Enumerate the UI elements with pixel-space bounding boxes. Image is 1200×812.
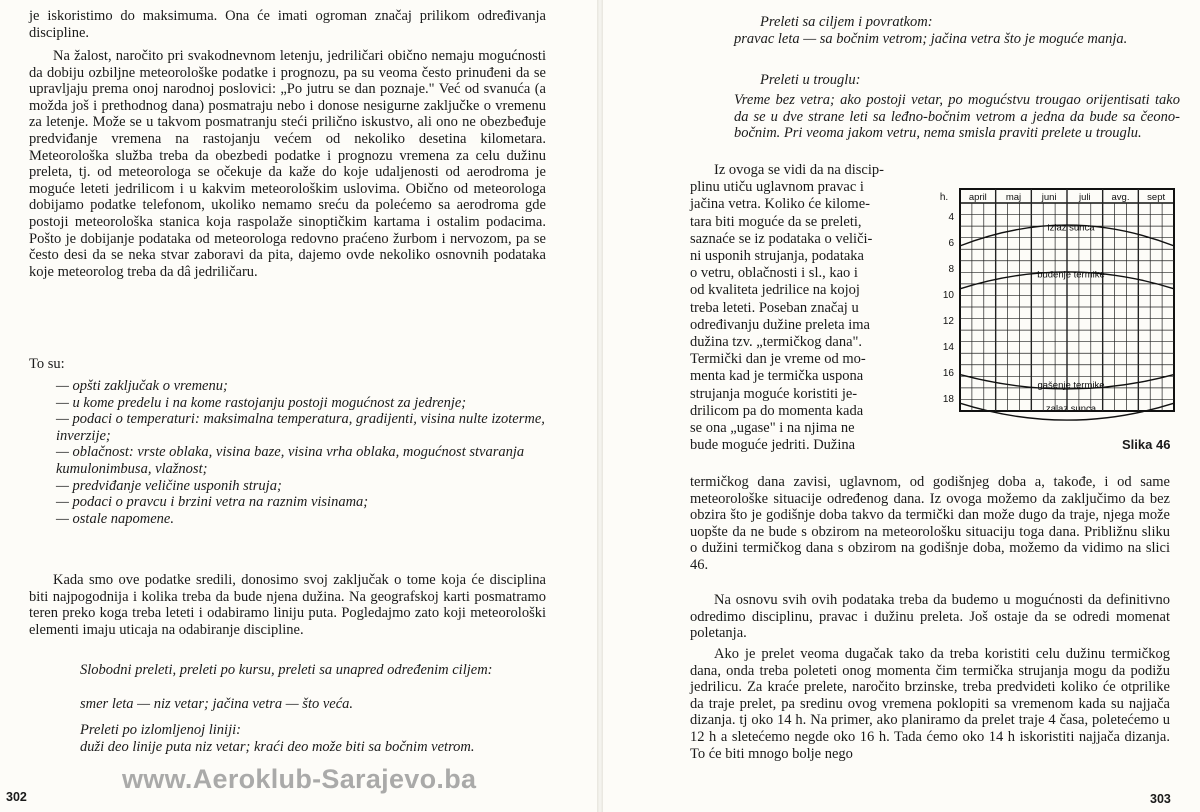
figure-caption: Slika 46 xyxy=(1122,437,1171,452)
left-paragraph-2: Na žalost, naročito pri svakodnevnom letenju, jedriličari obično nemaju mogućnosti da dobiju ozbiljne meteorološke podatke i prognozu, pa su veoma često prinuđeni da se upravljaju prema onoj narodnoj poslovici: „Po jutru se dan poznaje." Već od svanuća (a možda još i prethodnog dana) posmatraju nebo i donose nesigurne zaključke o vremenu za letenje. Može se u takvom posmatranju steći prilično iskustvo, ali ono ne obezbeđuje predviđanje vremena na rastojanju većem od nekoliko desetina kilometara. Meteorološka služba treba da obezbedi podatke i prognozu vremena za celu dužinu preleta, tj. od meteorologa se očekuje da kaže do koje udaljenosti od aerodroma je moguće leteti jedrilicom i u kakvim meteorološkim uslovima. Obično od meteorologa dobijamo podatke telefonom, ukoliko nemamo sreću da polećemo sa aerodroma gde postoji meteorološka stanica koja raspolaže sinoptičkim kartama i ostalim podacima. Pošto je dobijanje podataka od meteorologa redovno praćeno žurbom i nervozom, pa se često desi da se neka stvar zaboravi da pita, dajemo ovde nekoliko osnovnih podataka koje meteorolog treba da dâ jedriličaru. xyxy=(29,48,546,280)
list-item: — podaci o pravcu i brzini vetra na raznim visinama; xyxy=(56,494,369,511)
wrap-line: ni usponih strujanja, podataka xyxy=(690,248,864,265)
hour-label: 6 xyxy=(948,238,954,249)
month-label: avg. xyxy=(1111,192,1130,203)
discipline-return-heading: Preleti sa ciljem i povratkom: xyxy=(760,14,933,30)
discipline-return-rule: pravac leta — sa bočnim vetrom; jačina vetra što je moguće manja. xyxy=(734,31,1128,47)
wrap-line: treba leteti. Poseban značaj u xyxy=(690,299,859,316)
discipline-triangle-rule: Vreme bez vetra; ako postoji vetar, po mogućstvu trougao orijentisati tako da se u dve strane leti sa leđno-bočnim vetrom a jedna da bude sa čeono-bočnim. Pri veoma jakom vetru, nema smisla praviti prelete u trouglu. xyxy=(734,92,1180,142)
wrap-line: strujanja moguće koristiti je- xyxy=(690,385,858,402)
discipline-broken-line-rule: duži deo linije puta niz vetar; kraći deo može biti sa bočnim vetrom. xyxy=(80,739,475,755)
month-label: maj xyxy=(1005,192,1022,203)
wrap-line: Iz ovoga se vidi da na discip- xyxy=(714,162,884,178)
list-item: — oblačnost: vrste oblaka, visina baze, visina vrha oblaka, mogućnost stvaranja kumulonimbusa, vlažnost; xyxy=(56,444,525,477)
wrap-line: Termički dan je vreme od mo- xyxy=(690,351,866,368)
month-label: juli xyxy=(1079,192,1091,203)
list-item: — opšti zaključak o vremenu; xyxy=(56,378,228,394)
thermal-end-label: gašenje termike xyxy=(1037,380,1105,391)
wrap-line: o vetru, oblačnosti i sl., kao i xyxy=(690,265,858,282)
hour-label: 18 xyxy=(942,394,954,405)
list-item: — u kome predelu i na kome rastojanju postoji mogućnost za jedrenje; xyxy=(56,394,467,411)
discipline-triangle-heading: Preleti u trouglu: xyxy=(760,72,861,88)
wrap-line: se ona „ugase" i na njima ne xyxy=(690,420,855,437)
hour-label: 10 xyxy=(942,290,954,301)
month-label: april xyxy=(968,192,987,203)
hour-label: 8 xyxy=(948,264,954,275)
month-label: sept xyxy=(1147,192,1166,203)
wrap-line: menta kad je termička uspona xyxy=(690,368,864,385)
wrap-line: saznaće se iz podataka o veliči- xyxy=(690,230,873,247)
y-axis-unit: h. xyxy=(939,192,949,203)
discipline-free-heading: Slobodni preleti, preleti po kursu, preleti sa unapred određenim ciljem: xyxy=(80,662,493,678)
wrapped-text-block xyxy=(690,162,922,454)
list-item: — predviđanje veličine usponih struja; xyxy=(56,477,282,494)
page-number-left: 302 xyxy=(6,790,27,804)
wrap-line: dužina tzv. „termičkog dana". xyxy=(690,334,863,351)
wrap-line: tara biti moguće da se preleti, xyxy=(690,213,862,230)
hour-label: 14 xyxy=(942,342,954,353)
watermark-url: www.Aeroklub-Sarajevo.ba xyxy=(122,764,477,794)
thermal-start-label: buđenje termike xyxy=(1037,269,1105,281)
right-paragraph-after-wrap: termičkog dana zavisi, uglavnom, od godišnjeg doba a, takođe, i od same meteorološke situacije određenog dana. Iz ovoga možemo da zaključimo da bez obzira što je godišnje doba takvo da termički dan može dugo da traje, njega može uopšte da ne bude s obzirom na meteorološku situaciju toga dana. Približnu sliku o dužini termičkog dana s obzirom na godišnje doba, možemo da vidimo na slici 46. xyxy=(690,474,1170,573)
thermal-day-chart xyxy=(932,183,1180,423)
wrap-line: jačina vetra. Koliko će kilome- xyxy=(690,196,870,213)
hour-label: 16 xyxy=(942,368,954,379)
wrap-line: plinu utiču uglavnom pravac i xyxy=(690,179,864,196)
hour-label: 4 xyxy=(948,212,954,223)
discipline-broken-line-heading: Preleti po izlomljenoj liniji: xyxy=(80,722,241,738)
list-item: — ostale napomene. xyxy=(56,510,174,527)
list-item: — podaci o temperaturi: maksimalna temperatura, gradijenti, visina nulte izoterme, inverzije; xyxy=(56,411,545,444)
chart-labels xyxy=(940,192,1166,414)
list-intro: To su: xyxy=(29,356,65,372)
left-paragraph-1: je iskoristimo do maksimuma. Ona će imati ogroman značaj prilikom određivanja discipline. xyxy=(29,8,546,41)
sunrise-label: izlaz sunca xyxy=(1047,222,1095,234)
right-paragraph-3: Ako je prelet veoma dugačak tako da treba koristiti celu dužinu termičkog dana, onda treba poleteti onog momenta čim termička strujanja mogu da podižu jedrilicu. Za kraće prelete, naročito brzinske, treba predvideti koliko će otprilike da traje prelet, pa sredinu ovog vremena poklopiti sa vremenom kada su najjača dizanja. tj oko 14 h. Na primer, ako planiramo da prelet traje 4 časa, poletećemo u 12 h a sletećemo negde oko 16 h. Tada ćemo oko 14 h iskoristiti najjača dizanja. To će biti mnogo bolje nego xyxy=(690,646,1170,762)
wrap-line: od kvaliteta jedrilice na kojoj xyxy=(690,282,860,299)
forecast-data-list xyxy=(56,378,546,527)
wrap-line: određivanju dužine preleta ima xyxy=(690,316,870,333)
left-paragraph-3: Kada smo ove podatke sredili, donosimo svoj zaključak o tome koja će disciplina biti najpogodnija i kolika treba da bude njena dužina. Na geografskoj karti posmatramo teren preko koga treba leteti i odabiramo liniju puta. Pogledajmo zato koji meteorološki elementi imaju uticaja na odabiranje discipline. xyxy=(29,572,546,638)
sunset-label: zalaz sunca xyxy=(1045,403,1097,415)
wrap-line: bude moguće jedriti. Dužina xyxy=(690,437,856,454)
right-paragraph-2: Na osnovu svih ovih podataka treba da budemo u mogućnosti da definitivno odredimo disciplinu, pravac i dužinu preleta. Još ostaje da se odredi momenat poletanja. xyxy=(690,592,1170,642)
discipline-free-rule: smer leta — niz vetar; jačina vetra — što veća. xyxy=(80,696,354,712)
wrap-line: drilicom pa do momenta kada xyxy=(690,402,864,419)
month-label: juni xyxy=(1041,192,1057,203)
page-number-right: 303 xyxy=(1150,792,1171,806)
hour-label: 12 xyxy=(942,316,954,327)
